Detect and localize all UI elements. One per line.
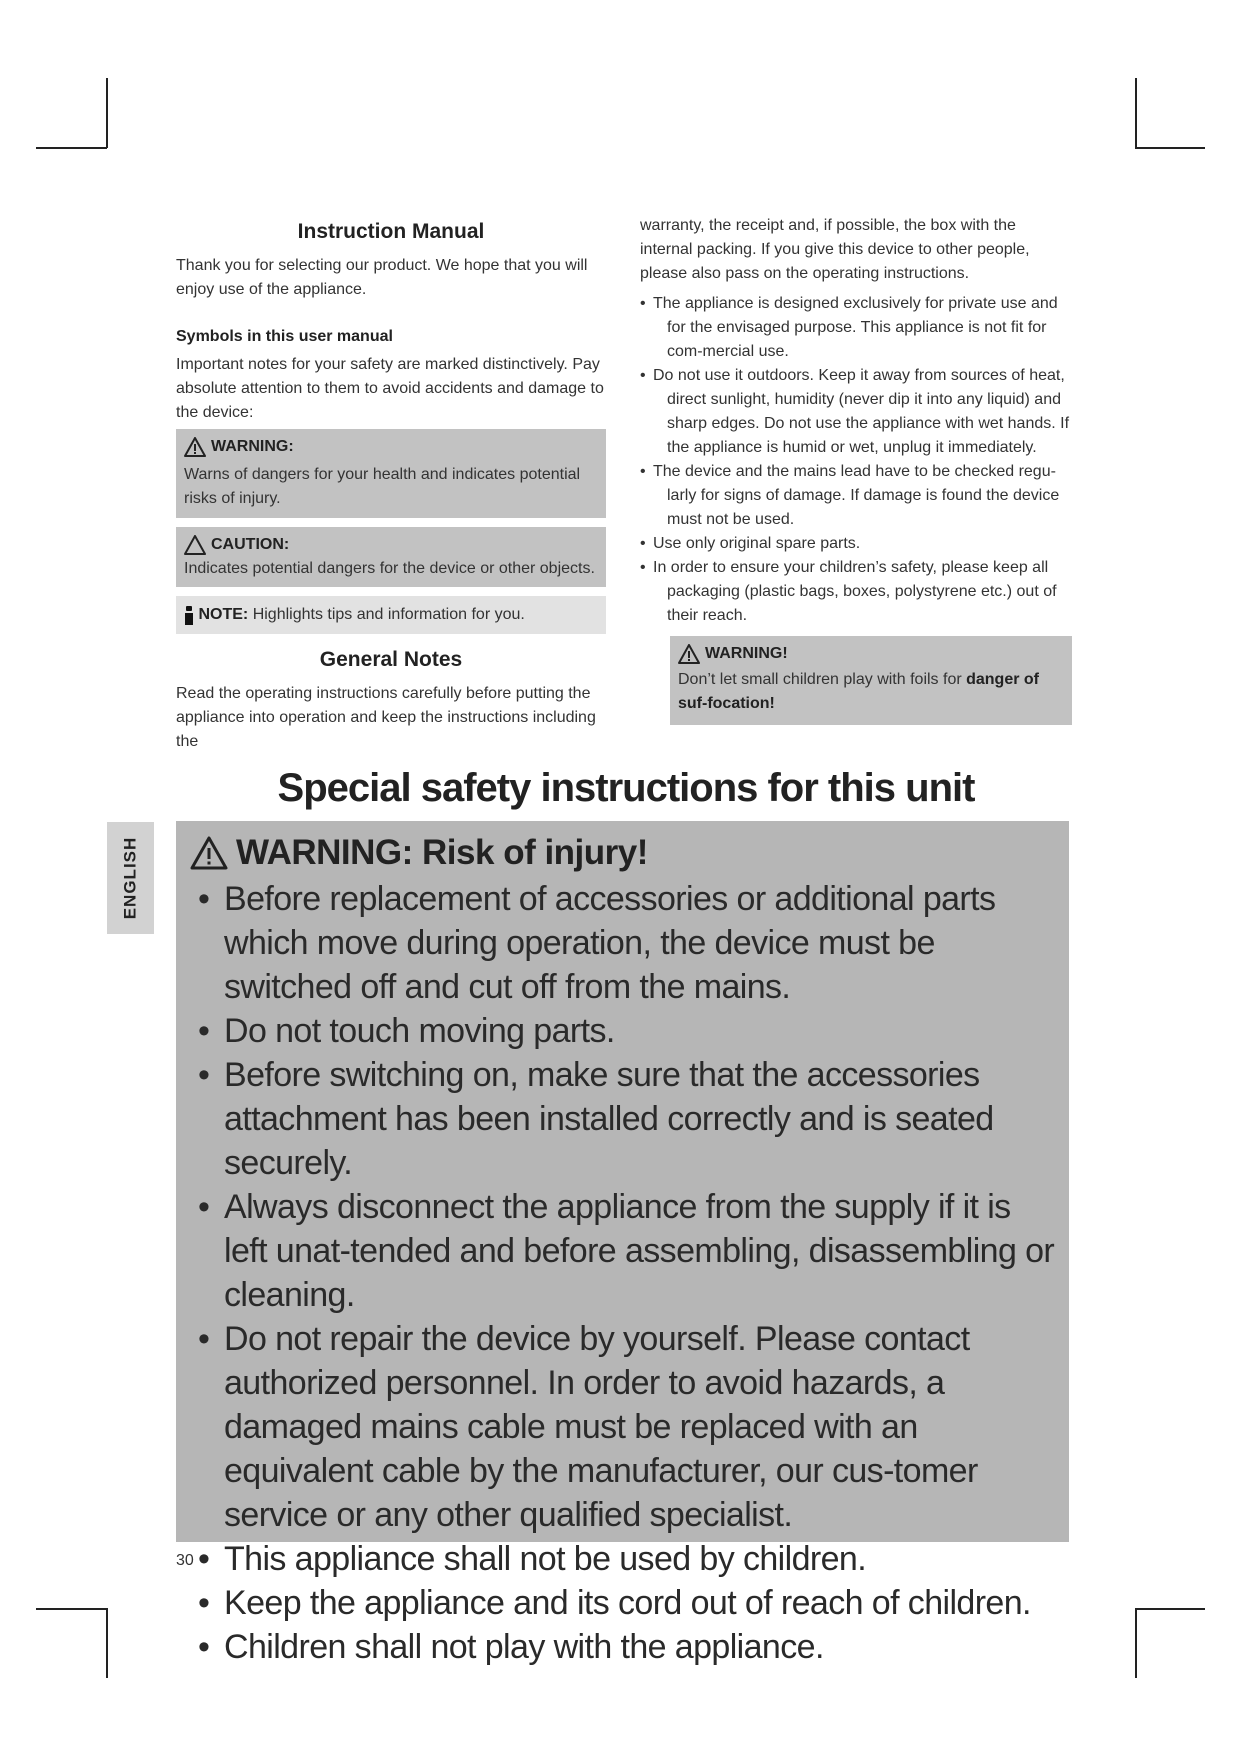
general-notes-bullets bbox=[640, 292, 1072, 628]
crop-mark-top-left-h bbox=[36, 147, 107, 149]
special-safety-title: Special safety instructions for this unit bbox=[277, 766, 975, 810]
crop-mark-top-left-v bbox=[106, 78, 108, 148]
general-notes-text: Read the operating instructions carefully before putting the appliance into operation and keep the instructions including the bbox=[176, 685, 596, 750]
crop-mark-bottom-left-v bbox=[106, 1608, 108, 1678]
list-item: • Before replacement of accessories or additional parts which move during operation, the device must be switched off and cut off from the mains. bbox=[190, 877, 1059, 1009]
children-warning-box bbox=[670, 636, 1072, 725]
symbols-text: Important notes for your safety are marked distinctively. Pay absolute attention to them to avoid accidents and damage to the device: bbox=[176, 356, 604, 421]
caution-box bbox=[176, 527, 606, 587]
list-item: • This appliance shall not be used by children. bbox=[190, 1537, 1059, 1581]
crop-mark-bottom-left-h bbox=[36, 1608, 107, 1610]
caution-triangle-icon bbox=[184, 535, 206, 555]
crop-mark-top-right-h bbox=[1135, 147, 1205, 149]
warning-text: Warns of dangers for your health and indicates potential risks of injury. bbox=[184, 466, 581, 507]
caution-box-head bbox=[184, 533, 598, 557]
list-item: • Children shall not play with the appliance. bbox=[190, 1625, 1059, 1669]
note-text: Highlights tips and information for you. bbox=[252, 606, 525, 623]
list-item: • The appliance is designed exclusively for private use and for the envisaged purpose. This appliance is not fit for com-mercial use. bbox=[640, 292, 1072, 364]
children-warning-text bbox=[678, 668, 1064, 716]
list-item: • Do not use it outdoors. Keep it away from sources of heat, direct sunlight, humidity (never dip it into any liquid) and sharp edges. Do not use the appliance with wet hands. If the appliance is humid or wet, unplug it immediately. bbox=[640, 364, 1072, 460]
list-item: • Use only original spare parts. bbox=[640, 532, 1072, 556]
note-label: NOTE: bbox=[198, 606, 249, 623]
children-warning-label: WARNING! bbox=[705, 645, 788, 662]
warning-triangle-icon bbox=[678, 644, 700, 664]
special-safety-bullets bbox=[190, 877, 1059, 1669]
left-column bbox=[176, 218, 606, 754]
list-item: • Do not repair the device by yourself. Please contact authorized personnel. In order to avoid hazards, a damaged mains cable must be replaced with an equivalent cable by the manufacturer, our cus-tomer service or any other qualified specialist. bbox=[190, 1317, 1059, 1537]
general-notes-title: General Notes bbox=[319, 648, 463, 671]
warning-triangle-icon bbox=[184, 437, 206, 457]
general-notes-continuation: warranty, the receipt and, if possible, the box with the internal packing. If you give this device to other people, please also pass on the operating instructions. bbox=[640, 217, 1030, 282]
caution-label: CAUTION: bbox=[211, 536, 290, 553]
list-item: • Keep the appliance and its cord out of reach of children. bbox=[190, 1581, 1059, 1625]
symbols-heading: Symbols in this user manual bbox=[176, 328, 393, 345]
crop-mark-top-right-v bbox=[1135, 78, 1137, 148]
risk-warning-head bbox=[190, 829, 1059, 877]
list-item: • In order to ensure your children’s safety, please keep all packaging (plastic bags, boxes, polystyrene etc.) out of their reach. bbox=[640, 556, 1072, 628]
warning-box bbox=[176, 429, 606, 518]
info-icon bbox=[184, 605, 194, 625]
warning-label: WARNING: bbox=[211, 438, 294, 455]
intro-text: Thank you for selecting our product. We hope that you will enjoy use of the appliance. bbox=[176, 257, 588, 298]
crop-mark-bottom-right-h bbox=[1135, 1608, 1205, 1610]
note-box bbox=[176, 596, 606, 634]
right-column bbox=[640, 214, 1072, 725]
list-item: • Always disconnect the appliance from the supply if it is left unat-tended and before assembling, disassembling or cleaning. bbox=[190, 1185, 1059, 1317]
list-item: • Do not touch moving parts. bbox=[190, 1009, 1059, 1053]
list-item: • The device and the mains lead have to be checked regu-larly for signs of damage. If damage is found the device must not be used. bbox=[640, 460, 1072, 532]
children-warning-head bbox=[678, 642, 1064, 666]
children-warning-plain: Don’t let small children play with foils for bbox=[678, 671, 967, 688]
warning-box-head bbox=[184, 435, 598, 459]
page-number: 30 bbox=[176, 1552, 194, 1569]
crop-mark-bottom-right-v bbox=[1135, 1608, 1137, 1678]
instruction-manual-title: Instruction Manual bbox=[297, 220, 485, 243]
list-item: • Before switching on, make sure that the accessories attachment has been installed correctly and is seated securely. bbox=[190, 1053, 1059, 1185]
language-side-tab bbox=[107, 822, 154, 934]
risk-warning-heading: WARNING: Risk of injury! bbox=[236, 833, 648, 872]
warning-triangle-icon bbox=[190, 836, 228, 870]
language-label: ENGLISH bbox=[120, 836, 140, 920]
caution-text: Indicates potential dangers for the device or other objects. bbox=[184, 560, 595, 577]
children-warning-bold: danger of suf-focation! bbox=[678, 671, 1039, 712]
